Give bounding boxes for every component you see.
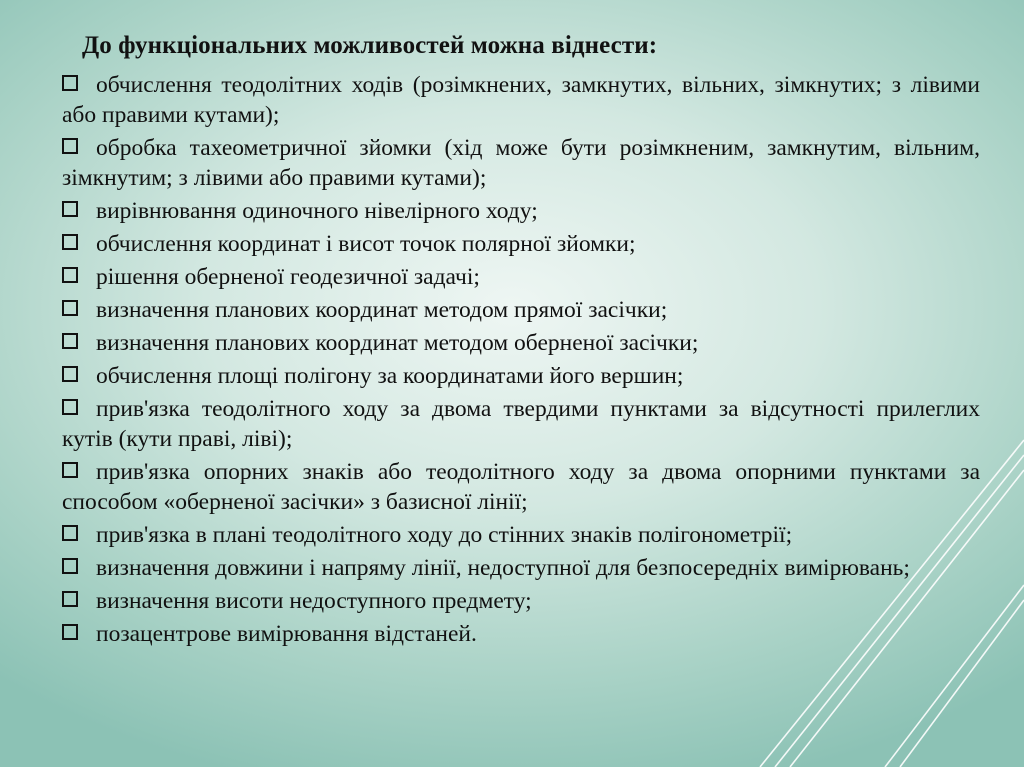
- list-item: [62, 586, 980, 616]
- checkbox-square-icon: [62, 558, 78, 574]
- checkbox-square-icon: [62, 75, 78, 91]
- list-item: [62, 133, 980, 193]
- list-item-text: визначення висоти недоступного предмету;: [96, 588, 532, 614]
- list-item-text: позацентрове вимірювання відстаней.: [96, 621, 477, 647]
- list-item: [62, 196, 980, 226]
- list-item-text: вирівнювання одиночного нівелірного ходу;: [96, 198, 538, 224]
- list-item-text: обчислення координат і висот точок полярної зйомки;: [96, 231, 636, 257]
- list-item: [62, 361, 980, 391]
- list-item-text: рішення оберненої геодезичної задачі;: [96, 264, 480, 290]
- list-item: [62, 394, 980, 454]
- list-item: [62, 553, 980, 583]
- list-item-text: прив'язка опорних знаків або теодолітного ходу за двома опорними пунктами за способом «оберненої засічки» з базисної лінії;: [62, 459, 980, 515]
- checkbox-square-icon: [62, 624, 78, 640]
- list-item: [62, 328, 980, 358]
- list-item: [62, 457, 980, 517]
- feature-list: [62, 70, 980, 652]
- checkbox-square-icon: [62, 591, 78, 607]
- list-item: [62, 229, 980, 259]
- list-item: [62, 295, 980, 325]
- list-item-text: прив'язка в плані теодолітного ходу до стінних знаків полігонометрії;: [96, 522, 793, 548]
- list-item-text: визначення планових координат методом прямої засічки;: [96, 297, 668, 323]
- checkbox-square-icon: [62, 267, 78, 283]
- slide-heading: До функціональних можливостей можна віднести:: [82, 32, 658, 59]
- checkbox-square-icon: [62, 366, 78, 382]
- list-item-text: визначення планових координат методом оберненої засічки;: [96, 330, 699, 356]
- list-item-text: обчислення теодолітних ходів (розімкнених, замкнутих, вільних, зімкнутих; з лівими або правими кутами);: [62, 72, 980, 128]
- list-item: [62, 70, 980, 130]
- list-item: [62, 262, 980, 292]
- checkbox-square-icon: [62, 300, 78, 316]
- list-item-text: обробка тахеометричної зйомки (хід може бути розімкненим, замкнутим, вільним, зімкнутим; з лівими або правими кутами);: [62, 135, 980, 191]
- checkbox-square-icon: [62, 333, 78, 349]
- list-item: [62, 619, 980, 649]
- list-item: [62, 520, 980, 550]
- checkbox-square-icon: [62, 525, 78, 541]
- checkbox-square-icon: [62, 201, 78, 217]
- list-item-text: визначення довжини і напряму лінії, недоступної для безпосередніх вимірювань;: [96, 555, 910, 581]
- checkbox-square-icon: [62, 234, 78, 250]
- list-item-text: прив'язка теодолітного ходу за двома твердими пунктами за відсутності прилеглих кутів (кути праві, ліві);: [62, 396, 980, 452]
- checkbox-square-icon: [62, 399, 78, 415]
- list-item-text: обчислення площі полігону за координатами його вершин;: [96, 363, 684, 389]
- checkbox-square-icon: [62, 462, 78, 478]
- checkbox-square-icon: [62, 138, 78, 154]
